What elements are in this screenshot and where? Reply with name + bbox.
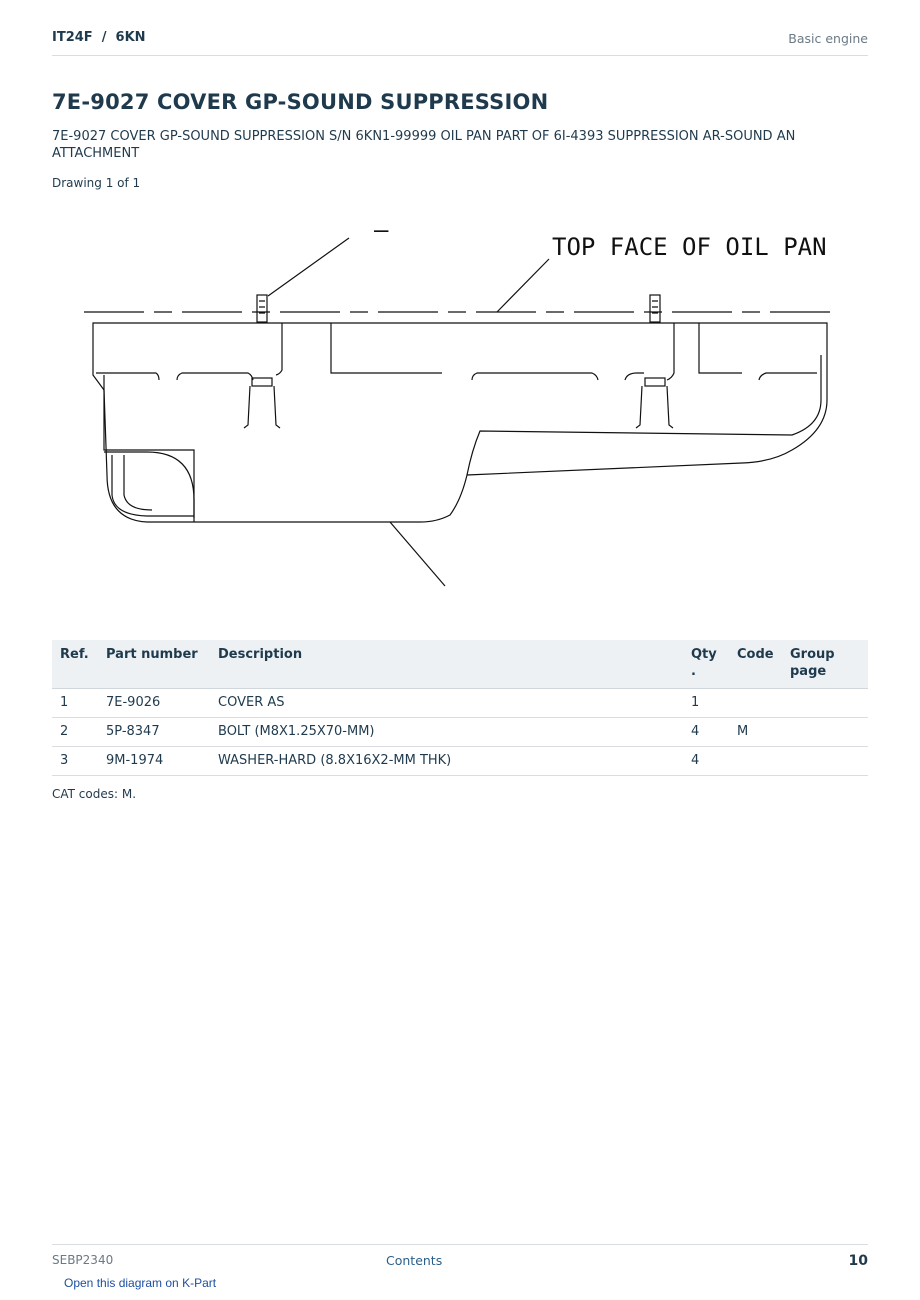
bolt-right (645, 295, 665, 386)
contents-link[interactable]: Contents (386, 1253, 443, 1268)
table-row (52, 747, 868, 776)
row-group-page (782, 747, 868, 776)
row-description: BOLT (M8X1.25X70-MM) (210, 718, 683, 747)
row-code (729, 747, 782, 776)
table-header-row (52, 640, 868, 689)
row-code (729, 689, 782, 718)
column-header-part-number: Part number (98, 640, 210, 689)
row-description: WASHER-HARD (8.8X16X2-MM THK) (210, 747, 683, 776)
row-ref: 1 (52, 689, 98, 718)
row-description: COVER AS (210, 689, 683, 718)
bolt-left (252, 295, 272, 386)
column-header-qty: Qty . (683, 640, 729, 689)
leader-line-bolt (268, 238, 349, 296)
row-ref: 2 (52, 718, 98, 747)
oil-pan-drawing (52, 210, 868, 600)
table-row (52, 689, 868, 718)
callout-label: TOP FACE OF OIL PAN (552, 233, 827, 261)
drawing-count: Drawing 1 of 1 (52, 176, 141, 190)
row-qty: 4 (683, 747, 729, 776)
page-number: 10 (848, 1253, 868, 1269)
page-footer (52, 1244, 868, 1275)
row-qty: 1 (683, 689, 729, 718)
open-kpart-link[interactable]: Open this diagram on K-Part (64, 1276, 217, 1290)
column-header-code: Code (729, 640, 782, 689)
page-title: 7E-9027 COVER GP-SOUND SUPPRESSION (52, 90, 549, 114)
row-part-number: 9M-1974 (98, 747, 210, 776)
row-code: M (729, 718, 782, 747)
leader-line-bottom (390, 522, 445, 586)
page-subtitle: 7E-9027 COVER GP-SOUND SUPPRESSION S/N 6KN1-99999 OIL PAN PART OF 6I-4393 SUPPRESSION AR-SOUND AN ATTACHMENT (52, 129, 796, 161)
breadcrumb: IT24F / 6KN (52, 30, 146, 45)
page-header (52, 28, 868, 56)
row-part-number: 5P-8347 (98, 718, 210, 747)
callout-dash: – (374, 216, 389, 244)
row-qty: 4 (683, 718, 729, 747)
document-id: SEBP2340 (52, 1253, 114, 1267)
row-group-page (782, 718, 868, 747)
cat-codes-note: CAT codes: M. (52, 787, 137, 801)
row-group-page (782, 689, 868, 718)
table-row (52, 718, 868, 747)
column-header-ref: Ref. (52, 640, 98, 689)
column-header-group-page: Group page (782, 640, 868, 689)
parts-table (52, 640, 868, 776)
row-ref: 3 (52, 747, 98, 776)
leader-line-top-face (497, 259, 549, 312)
row-part-number: 7E-9026 (98, 689, 210, 718)
oil-pan-outline (93, 323, 827, 522)
column-header-description: Description (210, 640, 683, 689)
parts-diagram (52, 210, 868, 600)
section-name: Basic engine (788, 31, 868, 46)
